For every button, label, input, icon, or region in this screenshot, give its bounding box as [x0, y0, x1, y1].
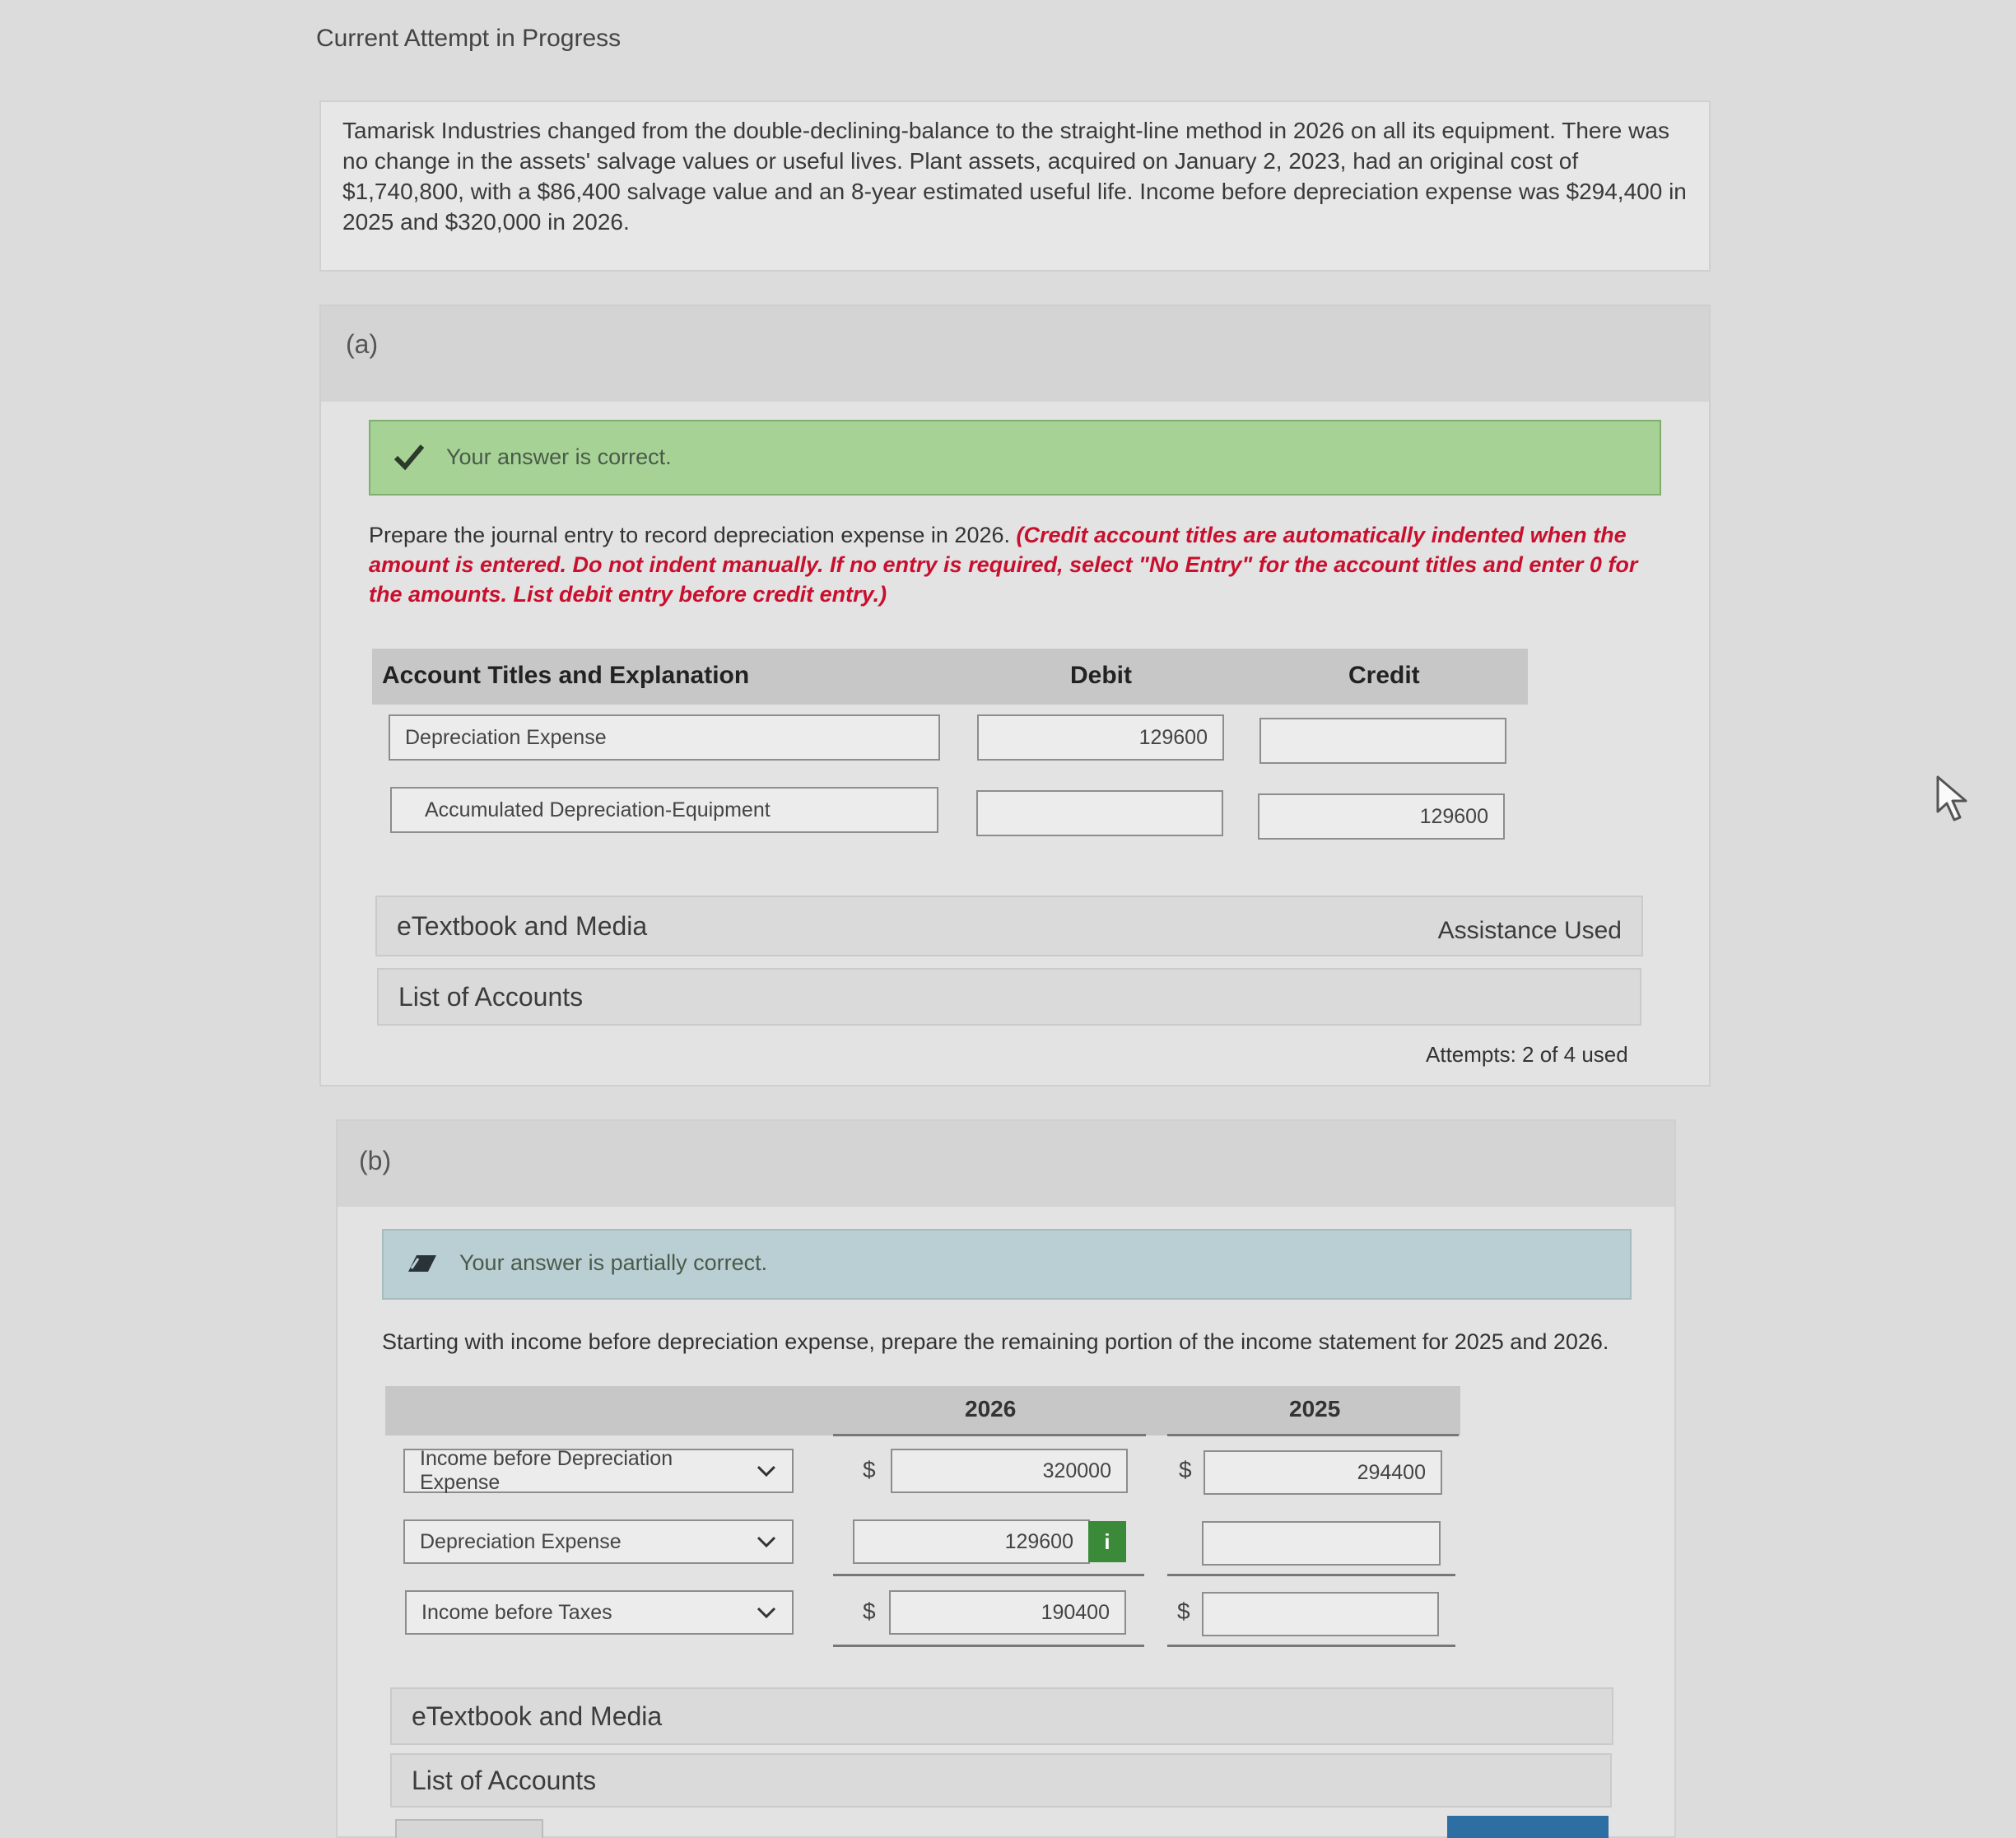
- header-debit: Debit: [1070, 662, 1132, 689]
- subtotal-underline-2026: [833, 1574, 1144, 1576]
- submit-answer-button[interactable]: [1447, 1816, 1609, 1838]
- etextbook-link[interactable]: eTextbook and Media: [412, 1701, 663, 1731]
- amount-value: 320000: [1042, 1459, 1111, 1482]
- instruction-note: (Credit account titles are automatically indented when the amount is entered. Do not indent manually. If no entry is required, select "No Entry" for the account titles and enter 0 for the amounts. List debit entry before credit entry.): [369, 523, 1638, 607]
- part-b-instruction: Starting with income before depreciation expense, prepare the remaining portion of the income statement for 2025 and 2026.: [382, 1329, 1609, 1354]
- part-b-header: [338, 1121, 1674, 1207]
- list-of-accounts-bar-a[interactable]: [377, 968, 1641, 1026]
- save-for-later-button[interactable]: [395, 1819, 543, 1838]
- account-title-input-2[interactable]: [390, 787, 938, 833]
- header-credit: Credit: [1348, 662, 1420, 689]
- list-of-accounts-link[interactable]: List of Accounts: [412, 1765, 597, 1795]
- account-title-input-1[interactable]: [389, 714, 940, 761]
- debit-value: 129600: [1138, 725, 1208, 749]
- instruction-text: Prepare the journal entry to record depreciation expense in 2026.: [369, 523, 1010, 547]
- page-title: Current Attempt in Progress: [316, 25, 622, 52]
- mouse-cursor-icon: [1935, 774, 1974, 825]
- correct-banner: [369, 420, 1661, 496]
- part-a-instruction: [369, 520, 1653, 609]
- total-underline-2026: [833, 1645, 1144, 1647]
- part-a-header: [321, 306, 1709, 402]
- line-item-value: Depreciation Expense: [420, 1529, 622, 1553]
- list-of-accounts-bar-b[interactable]: [390, 1753, 1612, 1808]
- line-item-value: Income before Taxes: [421, 1600, 612, 1624]
- chevron-down-icon: [756, 1460, 777, 1482]
- dollar-sign: $: [1177, 1598, 1190, 1624]
- header-underline-2026: [833, 1434, 1146, 1436]
- line-item-select-2[interactable]: [403, 1519, 794, 1564]
- chevron-down-icon: [756, 1602, 777, 1623]
- year-header-2026: 2026: [965, 1396, 1017, 1422]
- year-header-2025: 2025: [1289, 1396, 1341, 1422]
- amount-value: 190400: [1041, 1600, 1110, 1624]
- account-title-value: Depreciation Expense: [405, 725, 607, 749]
- part-b-label: (b): [359, 1146, 392, 1175]
- partial-banner: [382, 1229, 1632, 1300]
- correct-banner-text: Your answer is correct.: [446, 444, 672, 469]
- line-item-select-1[interactable]: [403, 1449, 794, 1493]
- total-underline-2025: [1167, 1645, 1455, 1647]
- amount-value: 294400: [1357, 1460, 1426, 1484]
- amount-2026-input-3[interactable]: [889, 1590, 1126, 1635]
- dollar-sign: $: [863, 1457, 876, 1482]
- checkmark-icon: [393, 443, 425, 471]
- amount-2026-input-2[interactable]: [853, 1519, 1090, 1564]
- credit-input-2[interactable]: [1258, 793, 1505, 840]
- amount-2025-input-2[interactable]: [1202, 1521, 1441, 1566]
- journal-table-header: [372, 649, 1528, 705]
- amount-2026-input-1[interactable]: [891, 1449, 1128, 1493]
- attempts-counter-a: Attempts: 2 of 4 used: [1426, 1042, 1628, 1067]
- credit-value: 129600: [1419, 804, 1488, 828]
- header-underline-2025: [1167, 1434, 1459, 1436]
- debit-input-2[interactable]: [976, 790, 1223, 836]
- amount-2025-input-1[interactable]: [1204, 1450, 1442, 1495]
- partial-banner-text: Your answer is partially correct.: [459, 1250, 768, 1275]
- etextbook-link[interactable]: eTextbook and Media: [397, 910, 648, 941]
- part-a-label: (a): [346, 329, 379, 359]
- problem-statement: Tamarisk Industries changed from the double-declining-balance to the straight-line method in 2026 on all its equipment. There was no change in the assets' salvage values or useful lives. Plant assets, acquired on January 2, 2023, had an original cost of $1,740,800, with a $86,400 salvage value and an 8-year estimated useful life. Income before depreciation expense was $294,400 in 2025 and $320,000 in 2026.: [319, 100, 1711, 272]
- list-of-accounts-link[interactable]: List of Accounts: [398, 981, 584, 1012]
- header-account: Account Titles and Explanation: [382, 662, 750, 689]
- etextbook-bar-b[interactable]: [390, 1687, 1613, 1745]
- amount-2025-input-3[interactable]: [1202, 1592, 1439, 1636]
- subtotal-underline-2025: [1167, 1574, 1455, 1576]
- etextbook-bar-a[interactable]: [375, 896, 1643, 956]
- pencil-icon: [405, 1249, 438, 1277]
- dollar-sign: $: [1179, 1457, 1192, 1482]
- amount-value: 129600: [1004, 1529, 1073, 1553]
- line-item-select-3[interactable]: [405, 1590, 794, 1635]
- account-title-value: Accumulated Depreciation-Equipment: [425, 798, 771, 821]
- info-icon[interactable]: i: [1088, 1521, 1126, 1562]
- assistance-used-label: Assistance Used: [1437, 917, 1622, 944]
- debit-input-1[interactable]: [977, 714, 1224, 761]
- chevron-down-icon: [756, 1531, 777, 1552]
- credit-input-1[interactable]: [1259, 718, 1506, 764]
- line-item-value: Income before Depreciation Expense: [420, 1447, 673, 1494]
- dollar-sign: $: [863, 1598, 876, 1624]
